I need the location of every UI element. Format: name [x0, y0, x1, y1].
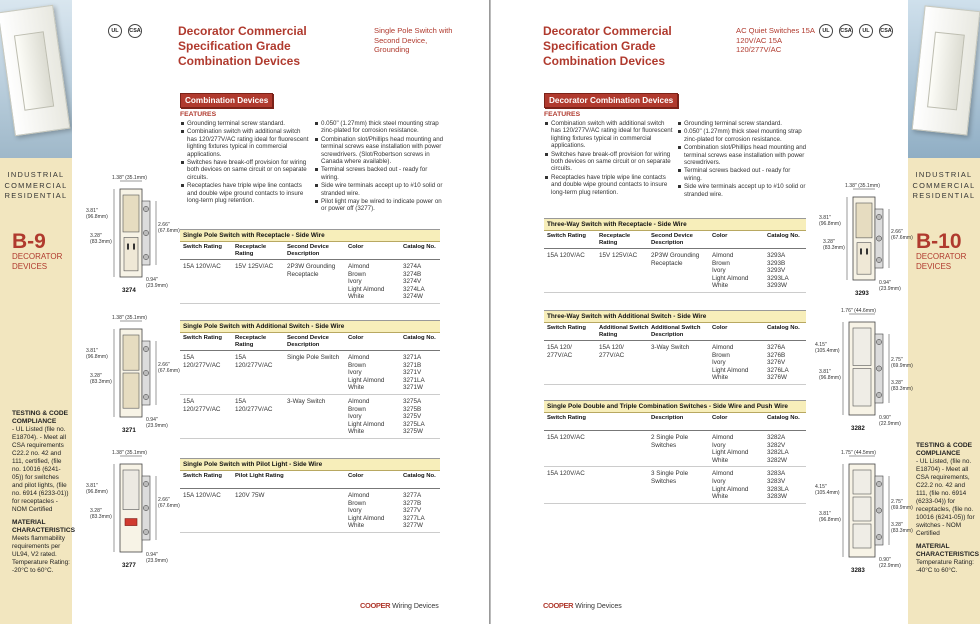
device-number: 3274: [122, 287, 136, 294]
cell-catalog-number: 3276A: [767, 344, 786, 351]
height-dimension: 3.28" (83.3mm): [891, 379, 913, 392]
device-drawing: [86, 175, 180, 295]
height-dimension: 3.81" (96.8mm): [819, 368, 841, 381]
cell-color: Light Almond: [712, 449, 749, 457]
product-photo: [0, 0, 72, 158]
column-header: Additional Switch Description: [651, 325, 701, 338]
cell-catalog-number: 3293LA: [767, 274, 789, 282]
terminal-screw-icon: [876, 236, 881, 241]
cell-catalog-number: 3275LA: [403, 420, 425, 428]
receptacle-slot: [860, 248, 862, 254]
height-dimension: 2.75" (69.9mm): [891, 499, 913, 512]
material-title: MATERIAL CHARACTERISTICS: [12, 519, 76, 534]
height-dimension: 2.66" (67.6mm): [158, 362, 180, 375]
ul-mark-icon: UL: [859, 24, 873, 38]
category-list: [908, 170, 980, 202]
section-tag: Combination Devices: [180, 93, 273, 108]
cell-color: Brown: [348, 270, 366, 278]
height-dimension: 3.81" (96.8mm): [86, 208, 108, 221]
cell-color: Almond: [712, 344, 734, 351]
feature-item: Switches have break-off provision for wiring both devices on same circuit or on separate circuits.: [181, 159, 309, 181]
cell-description: 2P3W Grounding Receptacle: [287, 263, 336, 278]
category-industrial: INDUSTRIAL: [915, 170, 973, 179]
csa-mark-icon: CSA: [839, 24, 853, 38]
feature-item: Combination slot/Phillips head mounting and terminal screws ease installation with power screwdrivers.: [678, 144, 808, 166]
column-header: Catalog No.: [767, 233, 800, 239]
spec-table: [544, 218, 806, 293]
rocker-switch: [123, 335, 139, 370]
feature-item: Combination switch with additional switch has 120/277V/AC rating ideal for fluorescent lighting fixtures typical in commercial applications.: [181, 128, 309, 158]
page-subtitle: AC Quiet Switches 15A 120V/AC 15A 120/277V/AC: [736, 26, 815, 54]
column-header: Color: [348, 335, 364, 341]
terminal-screw-icon: [143, 206, 148, 211]
cell-color: Light Almond: [348, 376, 385, 384]
feature-item: Grounding terminal screw standard.: [181, 120, 309, 127]
terminal-screw-icon: [876, 392, 881, 397]
device-number: 3293: [855, 290, 869, 297]
terminal-screw-icon: [876, 481, 881, 486]
cell-color: Almond: [712, 252, 734, 259]
cell-color: White: [348, 384, 365, 392]
terminal-screw-icon: [143, 346, 148, 351]
cell-second-rating: 120V 75W: [235, 492, 265, 499]
height-dimension: 3.81" (96.8mm): [86, 348, 108, 361]
cell-color: Ivory: [712, 477, 726, 485]
terminal-screw-icon: [143, 254, 148, 259]
receptacle-face: [857, 243, 871, 275]
page-code: B-9: [12, 230, 46, 253]
terminal-screw-icon: [876, 508, 881, 513]
terminal-screw-icon: [876, 214, 881, 219]
column-header: Color: [712, 233, 728, 239]
table-row: [544, 249, 806, 293]
table-title: Single Pole Switch with Additional Switch - Side Wire: [180, 321, 440, 333]
cooper-logo: COOPER: [360, 601, 391, 610]
depth-dimension: 0.94" (23.9mm): [146, 552, 168, 564]
testing-body: - UL Listed, (file no. E18704) - Meet all CSA requirements, C22.2 no. 42 and 111, (file no. 6914 (6233-04)) for receptacles, (file no. 10016 (6241-05)) for switches - NOM Certified: [916, 458, 975, 537]
cell-description: 3-Way Switch: [287, 398, 326, 405]
device-number: 3271: [122, 427, 136, 434]
table-row: [180, 260, 440, 304]
cell-catalog-number: 3293V: [767, 267, 786, 275]
height-dimension: 4.15" (105.4mm): [815, 342, 840, 355]
rocker-switch: [123, 195, 139, 232]
footer-text: Wiring Devices: [392, 603, 439, 610]
product-photo: [908, 0, 980, 158]
depth-dimension: 0.90" (22.9mm): [879, 557, 901, 569]
page-subtitle: Single Pole Switch with Second Device, Grounding: [374, 26, 453, 54]
testing-title: TESTING & CODE COMPLIANCE: [12, 410, 69, 425]
testing-block: [916, 442, 980, 580]
cell-description: Single Pole Switch: [287, 354, 340, 361]
feature-item: Receptacles have triple wipe line contacts and double wipe ground contacts to insure long-term plug retention.: [181, 182, 309, 204]
category-residential: RESIDENTIAL: [912, 191, 976, 200]
cell-catalog-number: 3277W: [403, 522, 423, 530]
cell-catalog-number: 3293A: [767, 252, 786, 259]
table-row: [180, 351, 440, 395]
feature-item: Grounding terminal screw standard.: [678, 120, 808, 127]
height-dimension: 3.81" (96.8mm): [86, 483, 108, 496]
device-number: 3283: [851, 567, 865, 574]
cert-marks: [108, 24, 142, 38]
page-title: Decorator Commercial Specification Grade Combination Devices: [543, 24, 672, 68]
column-header: Catalog No.: [767, 325, 800, 331]
cell-catalog-number: 3274W: [403, 293, 423, 301]
receptacle-face: [124, 237, 138, 270]
terminal-screw-icon: [876, 534, 881, 539]
cell-catalog-number: 3275A: [403, 398, 422, 405]
features-list-2: [315, 120, 445, 214]
cell-catalog-number: 3283A: [767, 470, 786, 478]
height-dimension: 3.28" (83.3mm): [891, 521, 913, 534]
cell-catalog-number: 3274LA: [403, 285, 425, 293]
testing-block: [12, 410, 76, 580]
table-header: [180, 471, 440, 489]
cell-rating: 15A 120/277V/AC: [183, 398, 221, 413]
category-industrial: INDUSTRIAL: [7, 170, 65, 179]
cell-color: White: [348, 428, 365, 436]
cell-catalog-number: 3274B: [403, 270, 422, 278]
cell-color: White: [348, 522, 365, 530]
cell-rating: 15A 120/277V/AC: [183, 354, 221, 369]
cell-color: Almond: [348, 263, 370, 270]
column-header: Switch Rating: [183, 244, 222, 250]
cooper-logo: COOPER: [543, 601, 574, 610]
cell-color: Almond: [348, 492, 370, 499]
cell-color: Almond: [712, 434, 734, 441]
cell-color: Almond: [348, 398, 370, 405]
left-sidebar: [0, 0, 76, 624]
receptacle-slot: [866, 248, 868, 254]
rocker-switch: [853, 524, 871, 548]
rocker-switch: [856, 203, 872, 238]
column-header: Color: [348, 244, 364, 250]
receptacle-slot: [127, 244, 129, 250]
feature-item: Combination slot/Phillips head mounting and terminal screws ease installation with power screwdrivers. (Slot/Robertson screws in Canada where available).: [315, 136, 445, 166]
column-header: Switch Rating: [547, 233, 586, 239]
cell-color: Ivory: [712, 441, 726, 449]
column-header: Receptacle Rating: [235, 244, 267, 257]
feature-item: Pilot light may be wired to indicate power on or power off (3277).: [315, 198, 445, 213]
cell-color: Brown: [348, 361, 366, 369]
terminal-screw-icon: [876, 257, 881, 262]
cell-color: Ivory: [712, 267, 726, 275]
table-row: [544, 341, 806, 385]
rocker-switch: [123, 373, 139, 408]
csa-mark-icon: CSA: [879, 24, 893, 38]
cell-description: 3 Single Pole Switches: [651, 470, 689, 485]
cell-rating: 15A 120V/AC: [183, 263, 221, 270]
footer-brand: [543, 601, 622, 610]
feature-item: Side wire terminals accept up to #10 solid or stranded wire.: [678, 183, 808, 198]
device-drawing: [86, 315, 180, 435]
spec-table: [180, 458, 440, 533]
table-row: [180, 395, 440, 439]
cell-catalog-number: 3275V: [403, 413, 422, 421]
table-header: [180, 242, 440, 260]
height-dimension: 2.66" (67.6mm): [891, 228, 913, 241]
terminal-screw-icon: [143, 230, 148, 235]
category-list: [0, 170, 72, 202]
rocker-switch: [853, 328, 871, 366]
rocker-switch: [853, 470, 871, 494]
table-header: [544, 323, 806, 341]
terminal-screw-icon: [143, 505, 148, 510]
column-header: Switch Rating: [183, 335, 222, 341]
width-dimension: 1.75" (44.5mm): [841, 450, 876, 456]
table-header: [544, 413, 806, 431]
column-header: Catalog No.: [767, 415, 800, 421]
height-dimension: 3.28" (83.3mm): [90, 508, 112, 520]
cert-marks: [819, 24, 893, 38]
cell-catalog-number: 3293B: [767, 259, 786, 267]
cell-second-rating: 15A 120/277V/AC: [235, 398, 273, 413]
cell-catalog-number: 3277B: [403, 499, 422, 507]
cell-second-rating: 15A 120/277V/AC: [235, 354, 273, 369]
cell-color: Brown: [348, 405, 366, 413]
feature-item: Receptacles have triple wipe line contacts and double wipe ground contacts to insure long-term plug retention.: [545, 174, 673, 196]
footer-text: Wiring Devices: [575, 603, 622, 610]
feature-item: Terminal screws backed out - ready for wiring.: [678, 167, 808, 182]
section-name: DECORATOR DEVICES: [916, 252, 967, 271]
footer-brand: [360, 601, 439, 610]
cell-color: Ivory: [348, 278, 362, 286]
cell-catalog-number: 3283W: [767, 493, 787, 501]
height-dimension: 2.66" (67.6mm): [158, 497, 180, 510]
column-header: Receptacle Rating: [599, 233, 631, 246]
cell-rating: 15A 120V/AC: [547, 434, 585, 441]
rocker-switch: [853, 369, 871, 407]
cell-catalog-number: 3271B: [403, 361, 422, 369]
cell-catalog-number: 3282V: [767, 441, 786, 449]
column-header: Description: [651, 415, 684, 421]
width-dimension: 1.76" (44.6mm): [841, 308, 876, 314]
features-list-1: [181, 120, 309, 205]
cell-catalog-number: 3271A: [403, 354, 422, 361]
cell-catalog-number: 3271V: [403, 369, 422, 377]
cell-catalog-number: 3276W: [767, 374, 787, 382]
cell-color: Ivory: [712, 359, 726, 367]
features-list-2: [678, 120, 808, 199]
table-header: [544, 231, 806, 249]
category-commercial: COMMERCIAL: [912, 180, 976, 190]
cell-second-rating: 15V 125V/AC: [235, 263, 274, 270]
column-header: Switch Rating: [183, 473, 222, 479]
column-header: Additional Switch Rating: [599, 325, 649, 338]
cell-rating: 15A 120V/AC: [183, 492, 221, 499]
features-list-1: [545, 120, 673, 197]
cell-catalog-number: 3282W: [767, 456, 787, 464]
pilot-light-icon: [125, 519, 137, 526]
depth-dimension: 0.90" (22.9mm): [879, 415, 901, 427]
terminal-screw-icon: [876, 339, 881, 344]
device-drawing: [813, 450, 913, 575]
cell-color: Light Almond: [348, 514, 385, 522]
cell-color: Ivory: [348, 369, 362, 377]
device-number: 3277: [122, 562, 136, 569]
cell-catalog-number: 3283V: [767, 477, 786, 485]
cell-catalog-number: 3271W: [403, 384, 423, 392]
cell-color: Brown: [348, 499, 366, 507]
cell-catalog-number: 3275W: [403, 428, 423, 436]
width-dimension: 1.38" (35.1mm): [112, 175, 147, 181]
column-header: Pilot Light Rating: [235, 473, 284, 479]
spec-table: [180, 229, 440, 304]
cell-catalog-number: 3276LA: [767, 366, 789, 374]
cell-catalog-number: 3275B: [403, 405, 422, 413]
cell-catalog-number: 3293W: [767, 282, 787, 290]
section-name: DECORATOR DEVICES: [12, 252, 63, 271]
spec-table: [544, 310, 806, 385]
cell-catalog-number: 3274A: [403, 263, 422, 270]
table-title: Three-Way Switch with Receptacle - Side Wire: [544, 219, 806, 231]
cell-color: Ivory: [348, 507, 362, 515]
csa-mark-icon: CSA: [128, 24, 142, 38]
column-header: Switch Rating: [547, 415, 586, 421]
cell-catalog-number: 3283LA: [767, 485, 789, 493]
cell-color: White: [712, 374, 729, 382]
cell-color: Light Almond: [348, 420, 385, 428]
spec-table: [544, 400, 806, 504]
cell-second-rating: 15V 125V/AC: [599, 252, 638, 259]
cell-catalog-number: 3271LA: [403, 376, 425, 384]
cell-second-rating: 15A 120/ 277V/AC: [599, 344, 625, 359]
cell-catalog-number: 3277A: [403, 492, 422, 499]
cell-color: Brown: [712, 259, 730, 267]
cell-catalog-number: 3277LA: [403, 514, 425, 522]
column-header: Color: [712, 415, 728, 421]
column-header: Catalog No.: [403, 335, 436, 341]
material-body: Meets flammability requirements per UL94, V2 rated. Temperature Rating: -20°C to 60°C.: [12, 535, 70, 574]
feature-item: Side wire terminals accept up to #10 solid or stranded wire.: [315, 182, 445, 197]
terminal-screw-icon: [143, 529, 148, 534]
cell-description: 2 Single Pole Switches: [651, 434, 689, 449]
terminal-screw-icon: [143, 394, 148, 399]
cell-catalog-number: 3277V: [403, 507, 422, 515]
cell-color: White: [712, 493, 729, 501]
height-dimension: 2.75" (69.9mm): [891, 357, 913, 370]
right-page: [490, 0, 980, 624]
height-dimension: 2.66" (67.6mm): [158, 222, 180, 235]
ul-mark-icon: UL: [819, 24, 833, 38]
testing-body: - UL Listed (file no. E18704). - Meet all CSA requirements C22.2 no. 42 and 111, certified, (file no. 10016 (6241-05)) for switches and pilot lights, (file no. 6914 (6233-01)) for receptacles - NOM Certified: [12, 426, 69, 513]
cell-catalog-number: 3276V: [767, 359, 786, 367]
cell-catalog-number: 3276B: [767, 351, 786, 359]
page-title: Decorator Commercial Specification Grade Combination Devices: [178, 24, 307, 68]
terminal-screw-icon: [143, 370, 148, 375]
table-row: [180, 489, 440, 533]
page-code: B-10: [916, 230, 962, 253]
cell-catalog-number: 3282A: [767, 434, 786, 441]
table-title: Single Pole Double and Triple Combination Switches - Side Wire and Push Wire: [544, 401, 806, 413]
cell-color: Light Almond: [712, 274, 749, 282]
material-body: Temperature Rating: -40°C to 60°C.: [916, 559, 974, 574]
features-label: FEATURES: [544, 111, 581, 118]
height-dimension: 3.81" (96.8mm): [819, 510, 841, 523]
feature-item: Switches have break-off provision for wiring both devices on same circuit or on separate circuits.: [545, 151, 673, 173]
cell-rating: 15A 120/ 277V/AC: [547, 344, 573, 359]
device-drawing: [86, 450, 180, 570]
column-header: Second Device Description: [651, 233, 693, 246]
column-header: Catalog No.: [403, 473, 436, 479]
height-dimension: 3.28" (83.3mm): [90, 233, 112, 245]
ul-mark-icon: UL: [108, 24, 122, 38]
depth-dimension: 0.94" (23.9mm): [879, 280, 901, 292]
rocker-switch: [853, 497, 871, 521]
table-row: [544, 431, 806, 467]
depth-dimension: 0.94" (23.9mm): [146, 277, 168, 289]
receptacle-slot: [133, 244, 135, 250]
cell-rating: 15A 120V/AC: [547, 252, 585, 259]
column-header: Color: [712, 325, 728, 331]
device-number: 3282: [851, 425, 865, 432]
cell-color: White: [712, 282, 729, 290]
device-drawing: [819, 183, 913, 298]
feature-item: Combination switch with additional switch has 120/277V/AC rating ideal for fluorescent lighting fixtures typical in commercial applications.: [545, 120, 673, 150]
cell-description: 3-Way Switch: [651, 344, 690, 351]
column-header: Second Device Description: [287, 244, 329, 257]
material-title: MATERIAL CHARACTERISTICS: [916, 543, 980, 558]
category-commercial: COMMERCIAL: [4, 180, 68, 190]
width-dimension: 1.38" (35.1mm): [845, 183, 880, 189]
width-dimension: 1.38" (35.1mm): [112, 315, 147, 321]
table-title: Single Pole Switch with Receptacle - Side Wire: [180, 230, 440, 242]
height-dimension: 3.28" (83.3mm): [90, 373, 112, 385]
feature-item: 0.050" (1.27mm) thick steel mounting strap zinc-plated for corrosion resistance.: [315, 120, 445, 135]
terminal-screw-icon: [876, 366, 881, 371]
cell-color: White: [712, 456, 729, 464]
cell-color: Light Almond: [712, 366, 749, 374]
feature-item: Terminal screws backed out - ready for wiring.: [315, 166, 445, 181]
cell-rating: 15A 120V/AC: [547, 470, 585, 478]
column-header: Second Device Description: [287, 335, 329, 348]
spec-table: [180, 320, 440, 439]
cell-color: Ivory: [348, 413, 362, 421]
table-title: Three-Way Switch with Additional Switch - Side Wire: [544, 311, 806, 323]
cell-description: 2P3W Grounding Receptacle: [651, 252, 700, 267]
device-drawing: [813, 308, 913, 433]
column-header: Switch Rating: [547, 325, 586, 331]
cell-color: Brown: [712, 351, 730, 359]
terminal-screw-icon: [143, 481, 148, 486]
height-dimension: 4.15" (105.4mm): [815, 484, 840, 497]
testing-title: TESTING & CODE COMPLIANCE: [916, 442, 973, 457]
column-header: Receptacle Rating: [235, 335, 267, 348]
cell-color: Light Almond: [712, 485, 749, 493]
cell-color: Almond: [712, 470, 734, 478]
column-header: Catalog No.: [403, 244, 436, 250]
features-label: FEATURES: [180, 111, 217, 118]
cell-catalog-number: 3274V: [403, 278, 422, 286]
table-row: [544, 467, 806, 503]
height-dimension: 3.28" (83.3mm): [823, 238, 845, 251]
column-header: Color: [348, 473, 364, 479]
table-title: Single Pole Switch with Pilot Light - Side Wire: [180, 459, 440, 471]
section-tag: Decorator Combination Devices: [544, 93, 678, 108]
depth-dimension: 0.94" (23.9mm): [146, 417, 168, 429]
cell-color: Light Almond: [348, 285, 385, 293]
width-dimension: 1.38" (35.1mm): [112, 450, 147, 456]
table-header: [180, 333, 440, 351]
category-residential: RESIDENTIAL: [4, 191, 68, 200]
rocker-switch: [123, 470, 139, 510]
cell-catalog-number: 3282LA: [767, 449, 789, 457]
cell-color: White: [348, 293, 365, 301]
height-dimension: 3.81" (96.8mm): [819, 215, 841, 228]
feature-item: 0.050" (1.27mm) thick steel mounting strap zinc-plated for corrosion resistance.: [678, 128, 808, 143]
cell-color: Almond: [348, 354, 370, 361]
